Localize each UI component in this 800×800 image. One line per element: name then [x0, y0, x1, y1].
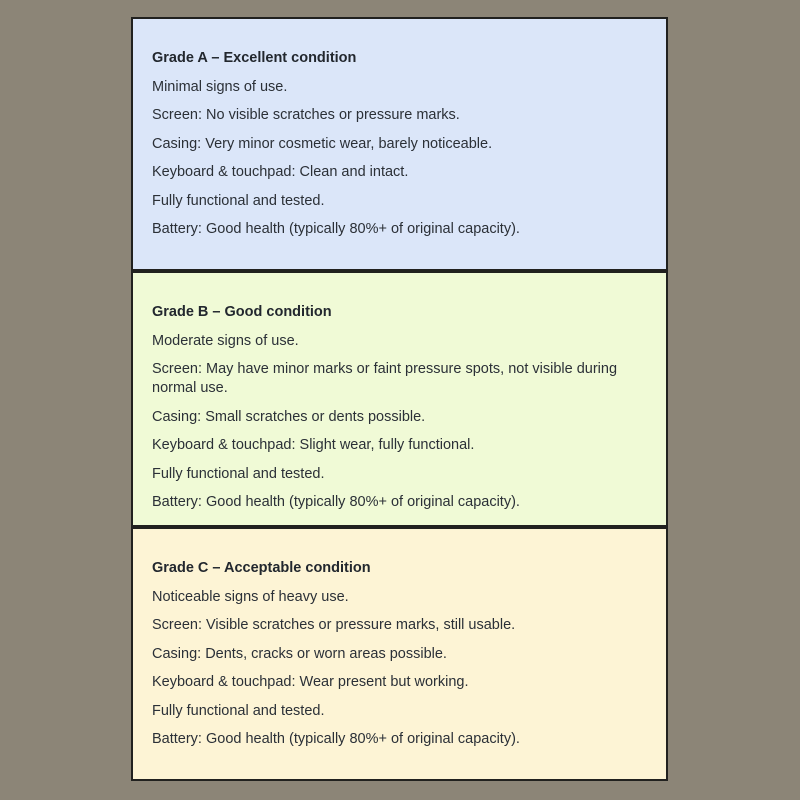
- grade-c-title: Grade C – Acceptable condition: [152, 560, 371, 576]
- grade-c-panel: [131, 527, 668, 781]
- grade-panel-stack: [131, 17, 668, 781]
- grade-c-line: Casing: Dents, cracks or worn areas possible.: [152, 645, 447, 662]
- grade-b-title: Grade B – Good condition: [152, 304, 332, 320]
- grade-a-line: Keyboard & touchpad: Clean and intact.: [152, 164, 409, 180]
- grade-b-line: Keyboard & touchpad: Slight wear, fully functional.: [152, 437, 475, 453]
- grade-c-line: Fully functional and tested.: [152, 702, 325, 719]
- grade-b-line: Battery: Good health (typically 80%+ of original capacity).: [152, 494, 520, 510]
- grade-a-line: Casing: Very minor cosmetic wear, barely noticeable.: [152, 135, 493, 152]
- grade-b-line: Fully functional and tested.: [152, 465, 325, 482]
- grade-c-line: Keyboard & touchpad: Wear present but working.: [152, 674, 469, 690]
- grade-a-line: Battery: Good health (typically 80%+ of original capacity).: [152, 221, 520, 237]
- grade-c-line: Battery: Good health (typically 80%+ of original capacity).: [152, 731, 520, 747]
- grade-b-line: Casing: Small scratches or dents possible.: [152, 408, 426, 425]
- grade-a-line: Fully functional and tested.: [152, 192, 325, 209]
- grade-b-panel: [131, 271, 668, 527]
- grade-a-line: Minimal signs of use.: [152, 78, 288, 95]
- grade-c-line: Screen: Visible scratches or pressure marks, still usable.: [152, 617, 516, 633]
- grade-b-line: Moderate signs of use.: [152, 332, 299, 349]
- grade-b-line: Screen: May have minor marks or faint pressure spots, not visible during normal use.: [152, 361, 618, 396]
- grade-c-line: Noticeable signs of heavy use.: [152, 588, 349, 605]
- grade-a-title: Grade A – Excellent condition: [152, 50, 357, 66]
- grade-a-panel: [131, 17, 668, 271]
- grade-a-line: Screen: No visible scratches or pressure marks.: [152, 107, 460, 123]
